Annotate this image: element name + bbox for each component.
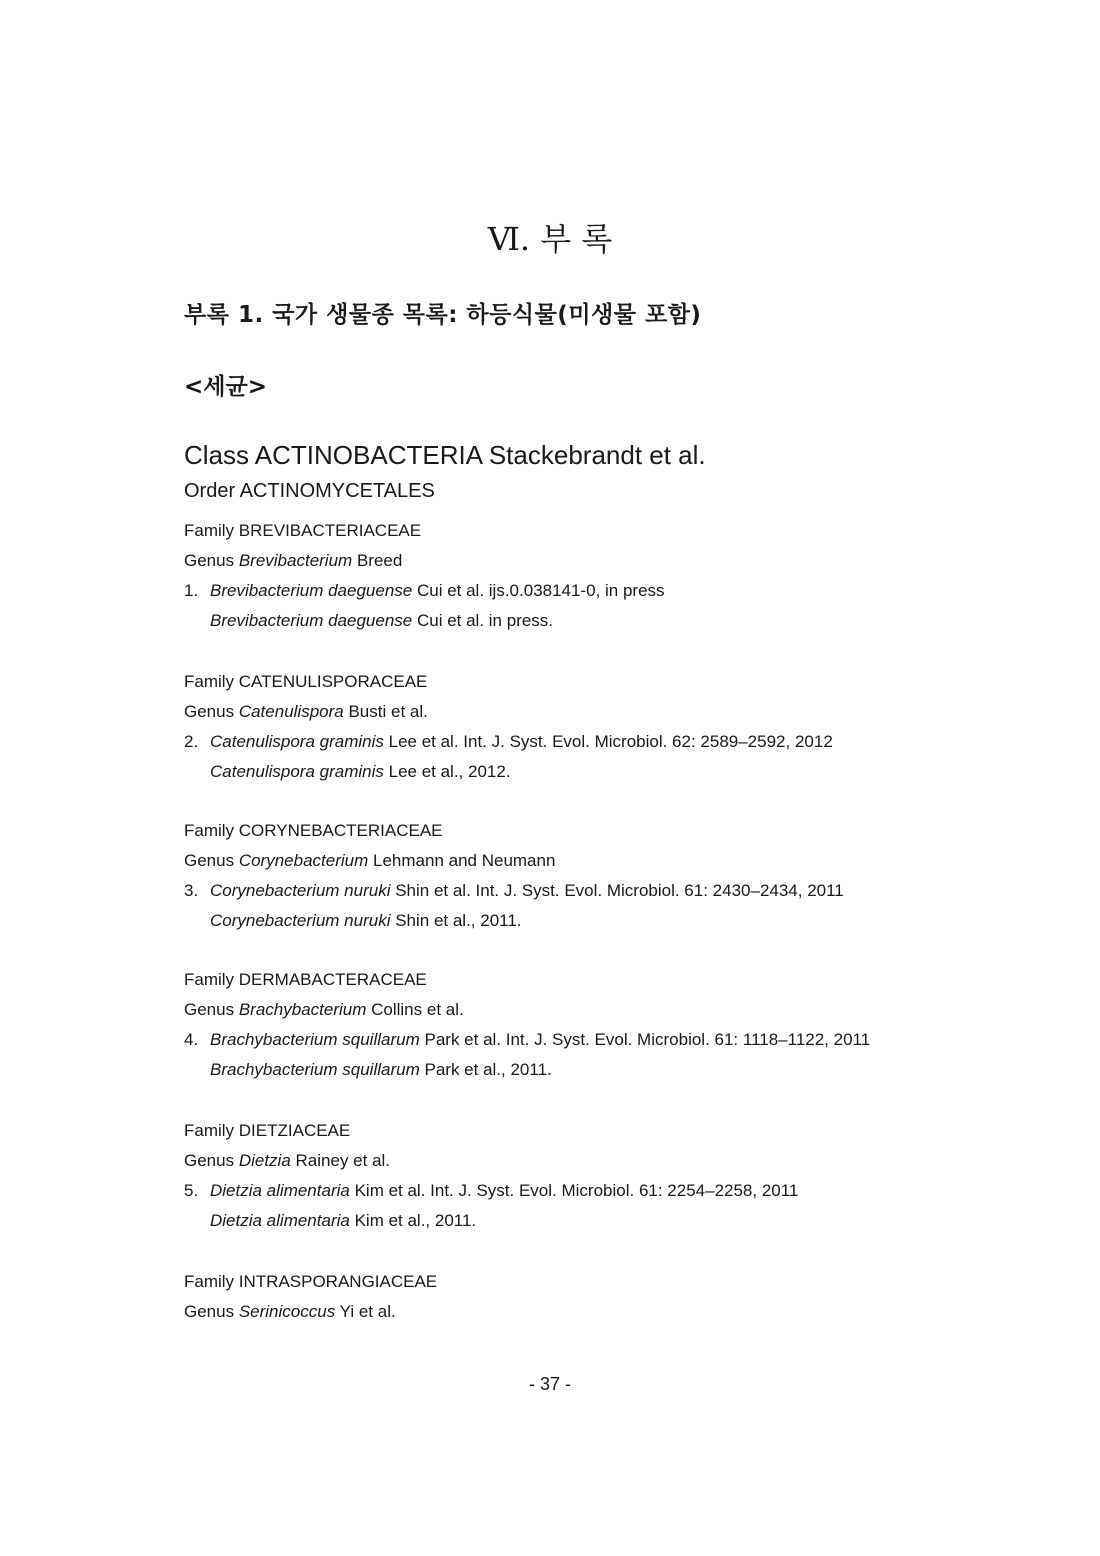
entry-number: 1. [184, 581, 199, 600]
genus-name: Dietzia [238, 1151, 291, 1170]
species-citation: Lee et al. Int. J. Syst. Evol. Microbiol. 62: 2589–2592, 2012 [388, 732, 833, 751]
genus-line: Genus Brachybacterium Collins et al. [184, 1000, 464, 1019]
chapter-title: Ⅵ. 부 록 [487, 220, 613, 258]
genus-name: Corynebacterium [238, 851, 369, 870]
entry-number: 2. [184, 732, 199, 751]
entry-number: 5. [184, 1181, 199, 1200]
genus-line: Genus Brevibacterium Breed [184, 551, 403, 570]
genus-line: Genus Serinicoccus Yi et al. [184, 1302, 396, 1321]
group-heading: <세균> [184, 374, 267, 400]
genus-line: Genus Corynebacterium Lehmann and Neumann [184, 851, 556, 870]
species-name: Brachybacterium squillarum [210, 1030, 420, 1049]
species-name: Brevibacterium daeguense [210, 581, 413, 600]
class-line: Class ACTINOBACTERIA Stackebrandt et al. [184, 440, 706, 470]
family-line: Family DERMABACTERACEAE [184, 970, 427, 989]
family-line: Family INTRASPORANGIACEAE [184, 1272, 438, 1291]
order-line: Order ACTINOMYCETALES [184, 480, 435, 502]
appendix-heading: 부록 1. 국가 생물종 목록: 하등식물(미생물 포함) [184, 302, 702, 328]
genus-name: Brevibacterium [238, 551, 353, 570]
species-synonym: Catenulispora graminis Lee et al., 2012. [210, 762, 511, 781]
family-line: Family CATENULISPORACEAE [184, 672, 428, 691]
species-list [184, 436, 944, 1327]
species-entry [184, 576, 944, 606]
species-citation: Park et al. Int. J. Syst. Evol. Microbiol. 61: 1118–1122, 2011 [424, 1030, 871, 1049]
species-citation: Cui et al. ijs.0.038141-0, in press [416, 581, 665, 600]
species-name: Catenulispora graminis [210, 732, 384, 751]
species-citation: Kim et al. Int. J. Syst. Evol. Microbiol. 61: 2254–2258, 2011 [354, 1181, 799, 1200]
species-entry [184, 1176, 944, 1206]
species-entry [184, 1025, 944, 1055]
family-line: Family CORYNEBACTERIACEAE [184, 821, 443, 840]
entry-number: 4. [184, 1030, 199, 1049]
family-line: Family DIETZIACEAE [184, 1121, 351, 1140]
species-synonym: Brevibacterium daeguense Cui et al. in press. [210, 611, 554, 630]
species-entry [184, 876, 944, 906]
family-line: Family BREVIBACTERIACEAE [184, 521, 422, 540]
species-name: Corynebacterium nuruki [210, 881, 391, 900]
genus-name: Catenulispora [238, 702, 344, 721]
species-synonym: Corynebacterium nuruki Shin et al., 2011. [210, 911, 522, 930]
genus-name: Serinicoccus [238, 1302, 336, 1321]
genus-line: Genus Catenulispora Busti et al. [184, 702, 428, 721]
genus-line: Genus Dietzia Rainey et al. [184, 1151, 391, 1170]
genus-name: Brachybacterium [238, 1000, 367, 1019]
species-citation: Shin et al. Int. J. Syst. Evol. Microbiol. 61: 2430–2434, 2011 [395, 881, 844, 900]
species-synonym: Brachybacterium squillarum Park et al., 2011. [210, 1060, 552, 1079]
page-number: - 37 - [528, 1374, 571, 1394]
entry-number: 3. [184, 881, 199, 900]
species-entry [184, 727, 944, 757]
species-name: Dietzia alimentaria [210, 1181, 350, 1200]
species-synonym: Dietzia alimentaria Kim et al., 2011. [210, 1211, 477, 1230]
